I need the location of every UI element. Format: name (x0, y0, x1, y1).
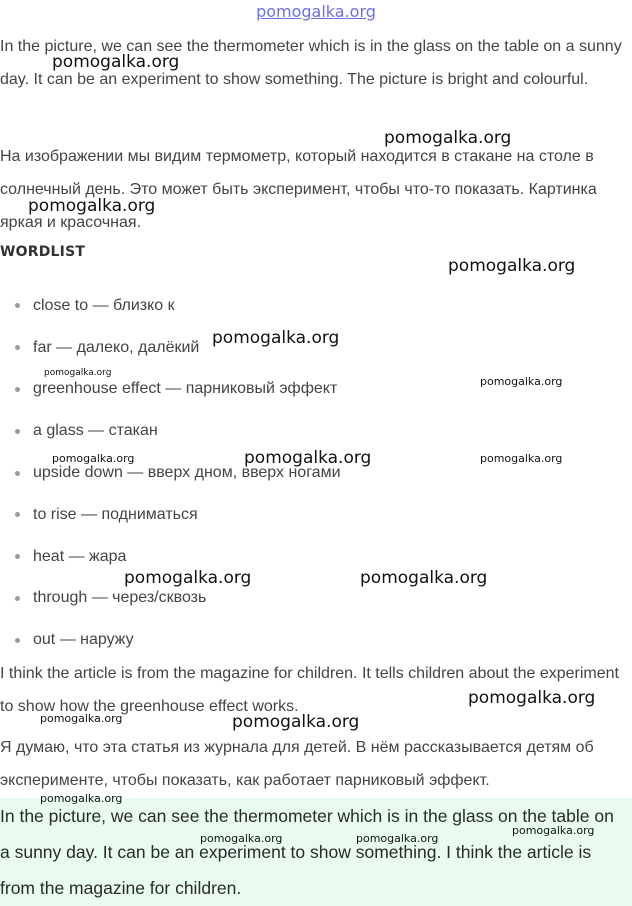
conclusion-en: I think the article is from the magazine for children. It tells children about the experiment to show how the greenhouse effect works. (0, 665, 619, 715)
bullet-icon (15, 429, 20, 434)
bullet-icon (15, 512, 20, 517)
answer-box (0, 798, 632, 906)
watermark: pomogalka.org (40, 712, 123, 725)
list-item-text: a glass — стакан (33, 422, 158, 440)
picture-description-ru: На изображении мы видим термометр, который находится в стакане на столе в солнечный день. Это может быть эксперимент, чтобы что-то показать. Картинка яркая и красочная. (0, 148, 597, 231)
watermark: pomogalka.org (384, 128, 512, 148)
bullet-icon (15, 387, 20, 392)
bullet-icon (15, 554, 20, 559)
watermark: pomogalka.org (52, 452, 135, 465)
list-item-text: out — наружу (33, 631, 134, 649)
list-item-text: through — через/сквозь (33, 589, 207, 607)
site-watermark-link[interactable]: pomogalka.org (256, 2, 376, 21)
bullet-icon (15, 471, 20, 476)
list-item (0, 285, 341, 327)
list-item-text: heat — жара (33, 547, 127, 565)
watermark: pomogalka.org (468, 688, 596, 708)
list-item-text: far — далеко, далёкий (33, 338, 200, 356)
watermark: pomogalka.org (40, 792, 123, 805)
wordlist-heading: WORDLIST (0, 244, 86, 260)
picture-description-en: In the picture, we can see the thermometer which is in the glass on the table on a sunny day. It can be an experiment to show something. The picture is bright and colourful. (0, 38, 622, 88)
list-item-text: to rise — подниматься (33, 505, 198, 523)
answer-text: In the picture, we can see the thermometer which is in the glass on the table on a sunny day. It can be an experiment to show something. I think the article is from the magazine for children. (0, 806, 614, 898)
list-item (0, 619, 341, 661)
watermark: pomogalka.org (356, 832, 439, 845)
list-item-text: greenhouse effect — парниковый эффект (33, 380, 338, 398)
list-item (0, 494, 341, 536)
bullet-icon (15, 596, 20, 601)
watermark: pomogalka.org (124, 568, 252, 588)
list-item-text: upside down — вверх дном, вверх ногами (33, 464, 341, 482)
watermark: pomogalka.org (52, 52, 180, 72)
watermark: pomogalka.org (200, 832, 283, 845)
watermark: pomogalka.org (448, 256, 576, 276)
watermark: pomogalka.org (44, 368, 112, 378)
watermark: pomogalka.org (360, 568, 488, 588)
conclusion-ru: Я думаю, что эта статья из журнала для детей. В нём рассказывается детям об эксперименте, чтобы показать, как работает парниковый эффект. (0, 739, 594, 789)
bullet-icon (15, 303, 20, 308)
watermark: pomogalka.org (480, 375, 563, 388)
list-item-text: close to — близко к (33, 296, 175, 314)
watermark: pomogalka.org (244, 448, 372, 468)
watermark: pomogalka.org (232, 712, 360, 732)
watermark: pomogalka.org (28, 196, 156, 216)
bullet-icon (15, 345, 20, 350)
watermark: pomogalka.org (212, 328, 340, 348)
watermark: pomogalka.org (480, 452, 563, 465)
bullet-icon (15, 638, 20, 643)
list-item (0, 410, 341, 452)
watermark: pomogalka.org (512, 824, 595, 837)
